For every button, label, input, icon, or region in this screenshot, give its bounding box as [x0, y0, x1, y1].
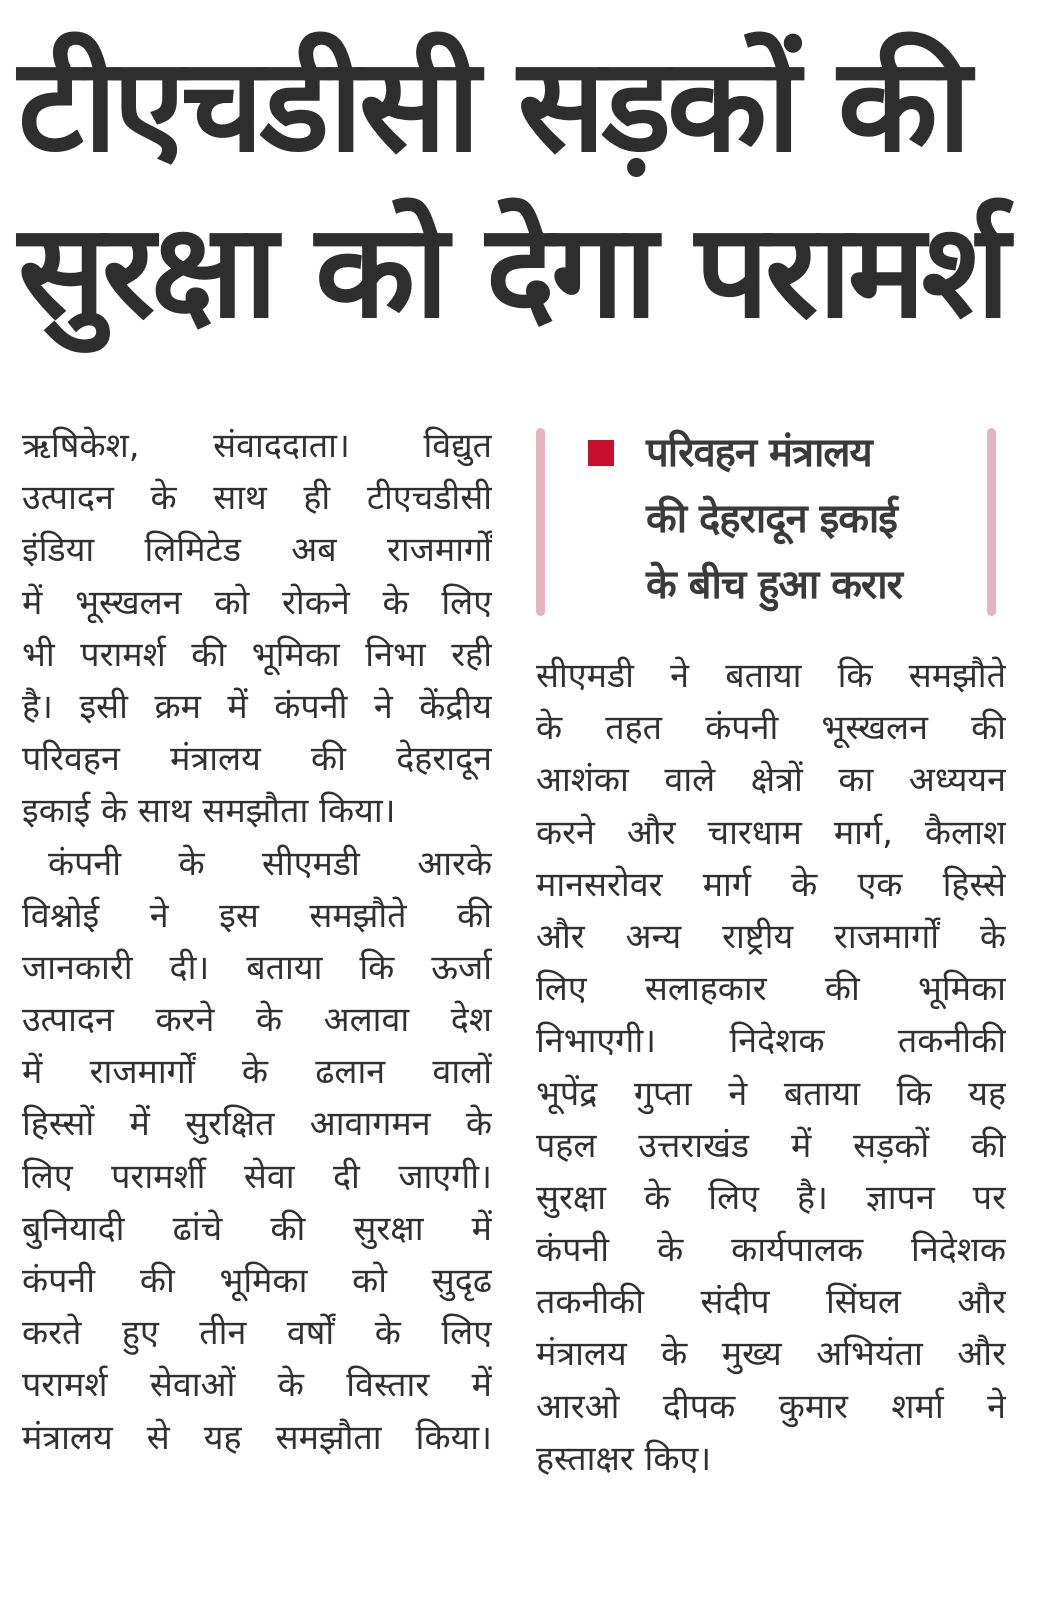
- body-line: इंडिया लिमिटेड अब राजमार्गों: [22, 530, 492, 571]
- body-line: हस्ताक्षर किए।: [536, 1438, 712, 1479]
- body-line: सुरक्षा के लिए है। ज्ञापन पर: [536, 1177, 1006, 1218]
- headline: [18, 22, 1018, 354]
- body-line: हिस्सों में सुरक्षित आवागमन के: [22, 1104, 492, 1145]
- headline-line-2: सुरक्षा को देगा परामर्श: [18, 195, 1006, 347]
- highlight-line: परिवहन मंत्रालय: [646, 430, 872, 476]
- body-line: करते हुए तीन वर्षों के लिए: [22, 1313, 492, 1354]
- body-line: लिए परामर्शी सेवा दी जाएगी।: [22, 1156, 492, 1197]
- body-line: कंपनी के सीएमडी आरके: [48, 843, 492, 884]
- body-line: निभाएगी। निदेशक तकनीकी: [536, 1021, 1006, 1062]
- body-line: सीएमडी ने बताया कि समझौते: [536, 656, 1006, 696]
- highlight-text: [646, 420, 976, 618]
- highlight-right-bar: [987, 428, 996, 616]
- body-line: के तहत कंपनी भूस्खलन की: [536, 708, 1006, 749]
- body-line: भूपेंद्र गुप्ता ने बताया कि यह: [536, 1073, 1006, 1114]
- body-line: इकाई के साथ समझौता किया।: [22, 791, 396, 832]
- body-line: बुनियादी ढांचे की सुरक्षा में: [22, 1208, 492, 1249]
- body-line: आरओ दीपक कुमार शर्मा ने: [536, 1386, 1006, 1427]
- body-line: पहल उत्तराखंड में सड़कों की: [536, 1125, 1006, 1166]
- body-line: करने और चारधाम मार्ग, कैलाश: [536, 812, 1006, 853]
- body-line: उत्पादन के साथ ही टीएचडीसी: [22, 478, 492, 519]
- body-line: मंत्रालय से यह समझौता किया।: [22, 1417, 492, 1458]
- headline-line-1: टीएचडीसी सड़कों की: [18, 29, 968, 181]
- red-square-bullet-icon: [588, 440, 614, 466]
- highlight-line: के बीच हुआ करार: [646, 562, 903, 608]
- highlight-box: [536, 424, 996, 620]
- body-line: लिए सलाहकार की भूमिका: [536, 969, 1006, 1010]
- highlight-left-bar: [536, 428, 545, 616]
- body-line: है। इसी क्रम में कंपनी ने केंद्रीय: [22, 686, 492, 727]
- body-line: और अन्य राष्ट्रीय राजमार्गों के: [536, 916, 1006, 957]
- body-line: भी परामर्श की भूमिका निभा रही: [22, 634, 492, 675]
- body-line: उत्पादन करने के अलावा देश: [22, 1000, 492, 1041]
- body-line: विश्नोई ने इस समझौते की: [22, 895, 492, 936]
- article-left-column: [22, 420, 492, 1464]
- body-line: तकनीकी संदीप सिंघल और: [536, 1282, 1006, 1323]
- body-line: जानकारी दी। बताया कि ऊर्जा: [22, 947, 492, 988]
- body-line: मंत्रालय के मुख्य अभियंता और: [536, 1334, 1006, 1375]
- body-line: मानसरोवर मार्ग के एक हिस्से: [536, 864, 1006, 905]
- highlight-line: की देहरादून इकाई: [646, 496, 897, 542]
- body-line: ऋषिकेश, संवाददाता। विद्युत: [22, 426, 492, 466]
- body-line: परिवहन मंत्रालय की देहरादून: [22, 739, 492, 780]
- article-right-column: [536, 650, 1006, 1485]
- body-line: आशंका वाले क्षेत्रों का अध्ययन: [536, 760, 1006, 801]
- body-line: में राजमार्गों के ढलान वालों: [22, 1052, 492, 1093]
- body-line: में भूस्खलन को रोकने के लिए: [22, 582, 492, 623]
- body-line: परामर्श सेवाओं के विस्तार में: [22, 1365, 492, 1406]
- body-line: कंपनी के कार्यपालक निदेशक: [536, 1230, 1006, 1271]
- body-line: कंपनी की भूमिका को सुदृढ: [22, 1261, 492, 1301]
